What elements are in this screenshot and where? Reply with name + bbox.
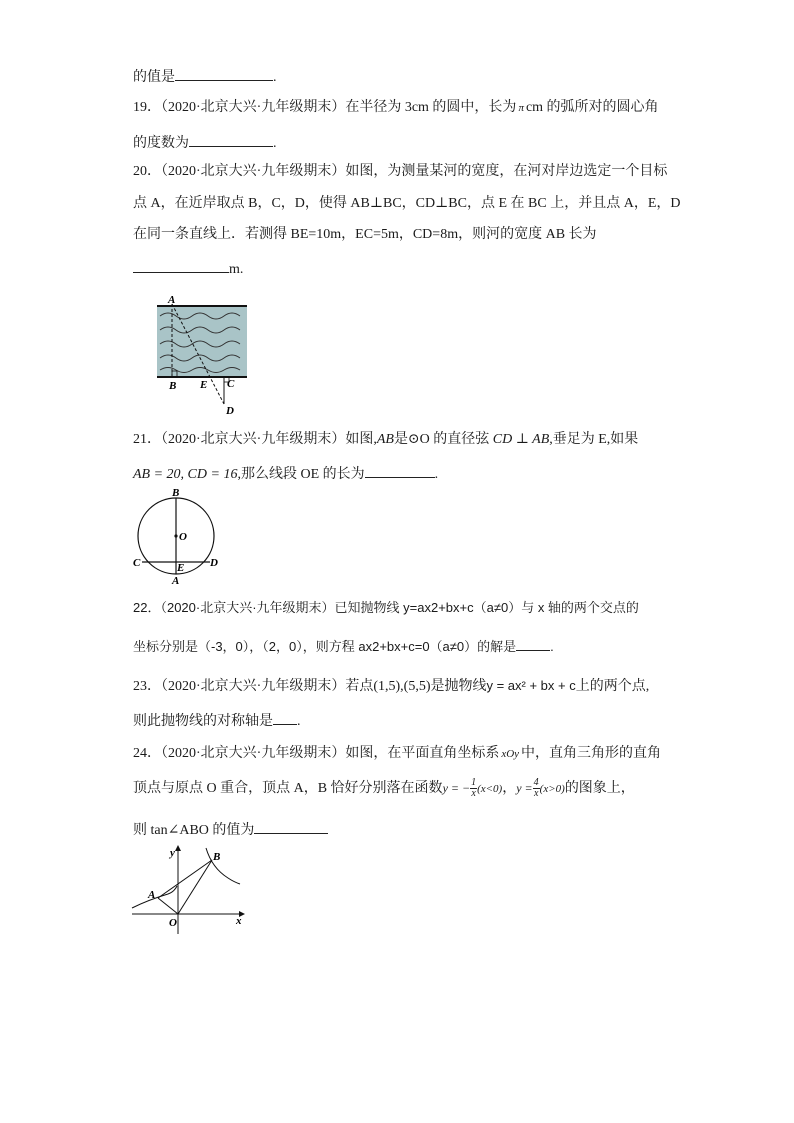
label-a: A — [172, 575, 180, 587]
q22-line2: 坐标分别是（-3，0），（2，0），则方程 ax2+bx+c=0（a≠0）的解是 . — [133, 635, 554, 657]
q20-line4: m. — [133, 257, 243, 280]
q22-line1: 22．（2020·北京大兴·九年级期末）已知抛物线 y=ax2+bx+c（a≠0）与 x 轴的两个交点的 — [133, 600, 639, 615]
label-a: A — [148, 889, 156, 901]
q23-line2: 则此抛物线的对称轴是 . — [133, 709, 301, 732]
q24-line1: 24．（2020·北京大兴·九年级期末）如图，在平面直角坐标系 xOy 中，直角三角形的直角 — [133, 746, 662, 761]
q20-line1: 20．（2020·北京大兴·九年级期末）如图，为测量某河的宽度，在河对岸边选定一个目标 — [133, 164, 668, 179]
label-d: D — [210, 557, 218, 569]
label-d: D — [226, 405, 234, 417]
segment-ab — [158, 860, 212, 898]
label-c: C — [133, 557, 141, 569]
label-e: E — [177, 562, 185, 574]
answer-blank — [133, 257, 229, 273]
q19-line1: 19．（2020·北京大兴·九年级期末）在半径为 3cm 的圆中，长为 π cm 的弧所对的圆心角 — [133, 100, 659, 115]
fraction-1-over-x: $\frac{1}{x}$ — [471, 777, 477, 800]
answer-blank — [365, 462, 435, 478]
q24-line2: 顶点与原点 O 重合，顶点 A，B 恰好分别落在函数y = − $\frac{1}{x}$ (x<0)，y = $\frac{4}{x}$ (x>0)的图象上， — [133, 777, 635, 800]
circle-figure — [130, 486, 222, 588]
label-b: B — [172, 487, 180, 499]
q20-line2: 点 A，在近岸取点 B，C，D，使得 AB⊥BC，CD⊥BC，点 E 在 BC 上，并且点 A，E，D — [133, 196, 681, 211]
q19-line2: 的度数为 . — [133, 131, 277, 154]
q21-line1: 21．（2020·北京大兴·九年级期末）如图,AB是⊙O 的直径弦 CD ⊥ AB,垂足为 E,如果 — [133, 432, 639, 447]
coordinate-figure — [128, 842, 250, 938]
label-e: E — [200, 379, 208, 391]
fraction-4-over-x: $\frac{4}{x}$ — [533, 777, 539, 800]
answer-blank — [516, 635, 550, 651]
segment-oa — [158, 898, 178, 914]
label-y: y — [170, 847, 175, 859]
q20-line3: 在同一条直线上．若测得 BE=10m，EC=5m，CD=8m，则河的宽度 AB 长为 — [133, 227, 597, 242]
answer-blank — [189, 131, 273, 147]
q21-line2: AB = 20, CD = 16,那么线段 OE 的长为 . — [133, 462, 438, 485]
river-figure — [150, 292, 260, 418]
center-o — [174, 534, 177, 537]
label-b: B — [213, 851, 221, 863]
label-a: A — [168, 294, 176, 306]
label-o: O — [179, 531, 187, 543]
q24-line3: 则 tan∠ABO 的值为 — [133, 818, 328, 841]
q18-tail: 的值是 . — [133, 65, 277, 88]
answer-blank — [254, 818, 328, 834]
segment-ob — [178, 860, 212, 914]
q23-line1: 23．（2020·北京大兴·九年级期末）若点(1,5),(5,5)是抛物线y = ax² + bx + c上的两个点, — [133, 678, 650, 694]
answer-blank — [175, 65, 273, 81]
label-c: C — [227, 378, 235, 390]
label-o: O — [169, 917, 177, 929]
curve-positive — [206, 848, 240, 884]
label-b: B — [169, 380, 177, 392]
label-x: x — [236, 915, 242, 927]
answer-blank — [273, 709, 297, 725]
